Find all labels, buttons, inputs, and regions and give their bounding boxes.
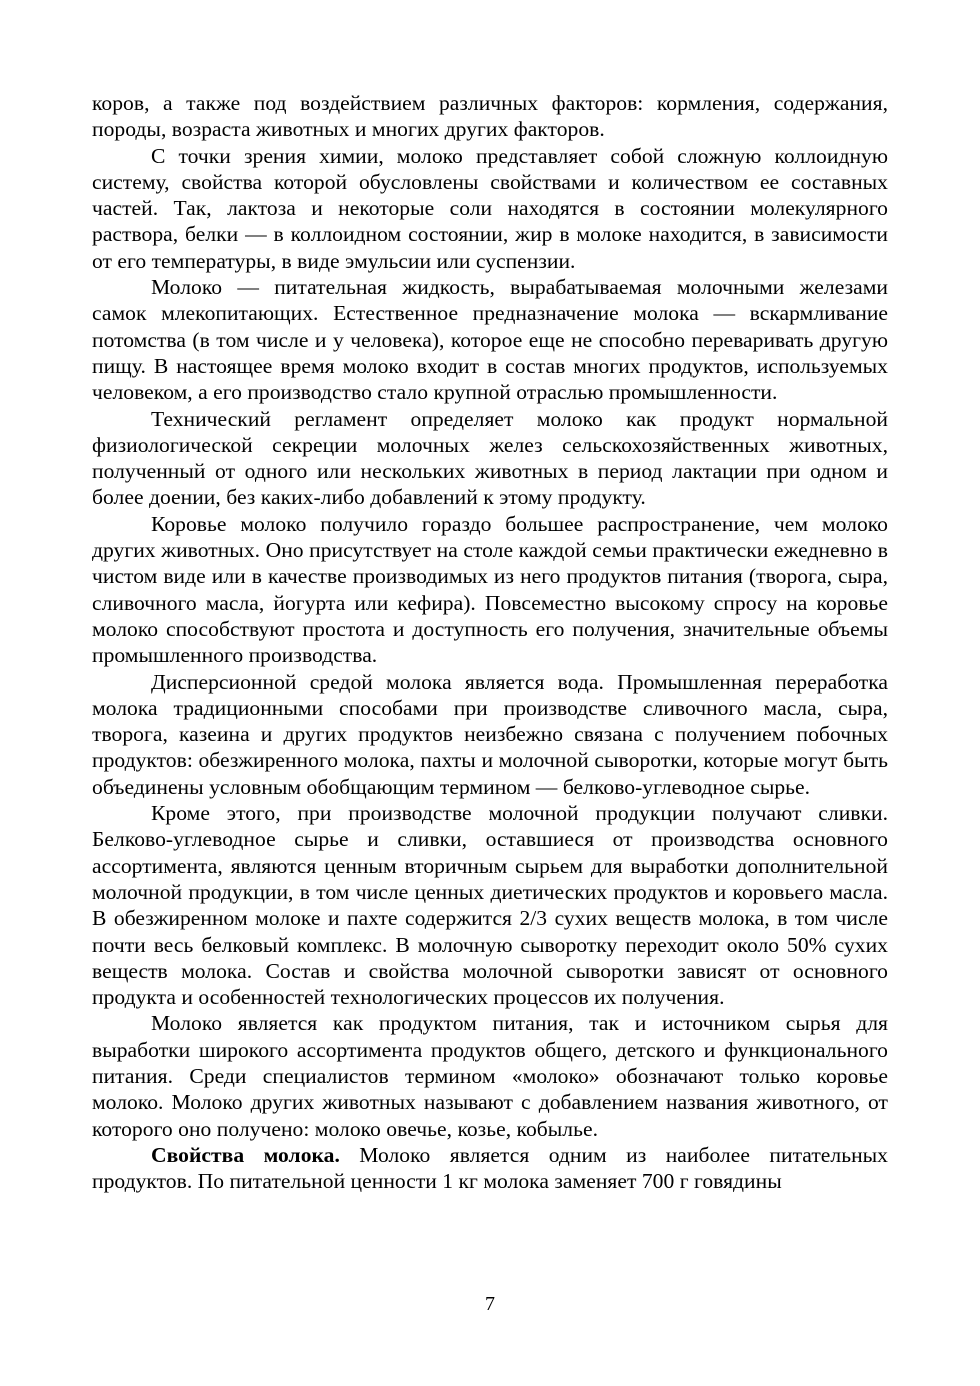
paragraph-3: Молоко — питательная жидкость, вырабатываемая молочными железами самок млекопитающих. Естественное предназначение молока — вскармливание потомства (в том числе и у человека), которое еще не способно переваривать другую пищу. В настоящее время молоко входит в состав многих продуктов, используемых человеком, а его производство стало крупной отраслью промышленности. <box>92 275 888 405</box>
paragraph-9 <box>92 1142 888 1195</box>
paragraph-1: коров, а также под воздействием различных факторов: кормления, содержания, породы, возраста животных и многих других факторов. <box>92 91 888 142</box>
paragraph-9-text: Молоко является одним из наиболее питательных продуктов. По питательной ценности 1 кг молока заменяет 700 г говядины <box>92 1142 888 1194</box>
paragraph-8: Молоко является как продуктом питания, так и источником сырья для выработки широкого ассортимента продуктов общего, детского и функционального питания. Среди специалистов термином «молоко» обозначают только коровье молоко. Молоко других животных называют с добавлением названия животного, от которого оно получено: молоко овечье, козье, кобылье. <box>92 1011 888 1141</box>
paragraph-4: Технический регламент определяет молоко как продукт нормальной физиологической секреции молочных желез сельскохозяйственных животных, полученный от одного или нескольких животных в период лактации при одном и более доении, без каких-либо добавлений к этому продукту. <box>92 406 888 510</box>
paragraph-2: С точки зрения химии, молоко представляет собой сложную коллоидную систему, свойства которой обусловлены свойствами и количеством ее составных частей. Так, лактоза и некоторые соли находятся в состоянии молекулярного раствора, белки — в коллоидном состоянии, жир в молоке находится, в зависимости от его температуры, в виде эмульсии или суспензии. <box>92 143 888 273</box>
body-text <box>92 90 888 1194</box>
paragraph-6: Дисперсионной средой молока является вода. Промышленная переработка молока традиционными способами при производстве сливочного масла, сыра, творога, казеина и других продуктов неизбежно связана с получением побочных продуктов: обезжиренного молока, пахты и молочной сыворотки, которые могут быть объединены условным обобщающим термином — белково-углеводное сырье. <box>92 669 888 799</box>
paragraph-7: Кроме этого, при производстве молочной продукции получают сливки. Белково-углеводное сырье и сливки, оставшиеся от производства основного ассортимента, являются ценным вторичным сырьем для выработки дополнительной молочной продукции, в том числе ценных диетических продуктов и коровьего масла. В обезжиренном молоке и пахте содержится 2/3 сухих веществ молока, в том числе почти весь белковый комплекс. В молочную сыворотку переходит около 50% сухих веществ молока. Состав и свойства молочной сыворотки зависят от основного продукта и особенностей технологических процессов их получения. <box>92 801 888 1010</box>
section-heading: Свойства молока. <box>151 1142 340 1167</box>
page-number: 7 <box>485 1293 495 1315</box>
paragraph-5: Коровье молоко получило гораздо большее распространение, чем молоко других животных. Оно присутствует на столе каждой семьи практически ежедневно в чистом виде или в качестве производимых из него продуктов питания (творога, сыра, сливочного масла, йогурта или кефира). Повсеместно высокому спросу на коровье молоко способствуют простота и доступность его получения, значительные объемы промышленного производства. <box>92 511 888 668</box>
